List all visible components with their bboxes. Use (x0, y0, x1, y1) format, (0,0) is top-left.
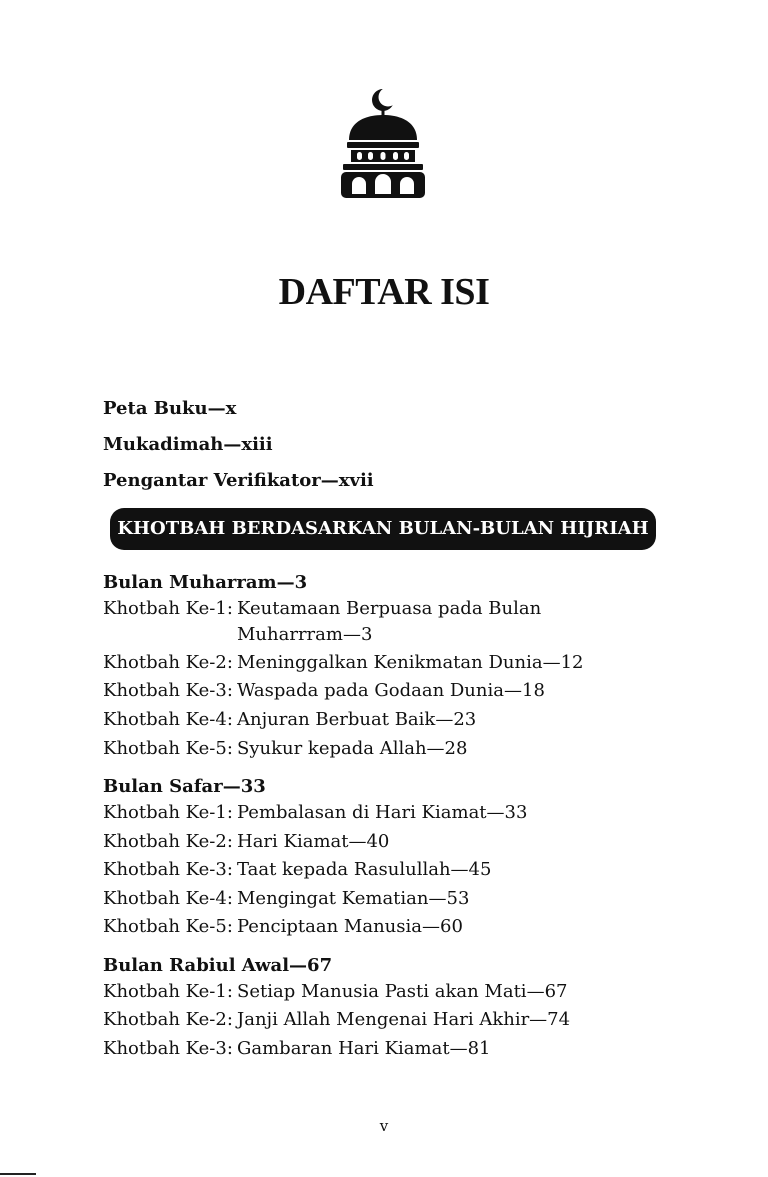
section-banner: KHOTBAH BERDASARKAN BULAN-BULAN HIJRIAH (110, 508, 656, 550)
mosque-icon (339, 88, 427, 200)
entry-title: Hari Kiamat—40 (237, 831, 390, 852)
toc-prelim-item: Pengantar Verifikator—xvii (103, 470, 374, 491)
page-title: DAFTAR ISI (278, 271, 490, 313)
entry-title: Meninggalkan Kenikmatan Dunia—12 (237, 652, 584, 673)
entry-title: Taat kepada Rasulullah—45 (237, 859, 492, 880)
toc-entry (103, 914, 463, 940)
entry-title: Keutamaan Berpuasa pada Bulan Muharrram—3 (237, 598, 542, 645)
entry-title: Mengingat Kematian—53 (237, 888, 470, 909)
toc-entry (103, 979, 567, 1005)
entry-number: Khotbah Ke-4: (103, 709, 233, 730)
entry-title: Janji Allah Mengenai Hari Akhir—74 (237, 1009, 571, 1030)
entry-number: Khotbah Ke-5: (103, 738, 233, 759)
month-heading: Bulan Safar—33 (103, 776, 266, 797)
toc-entry (103, 678, 545, 704)
entry-title: Waspada pada Godaan Dunia—18 (237, 680, 545, 701)
entry-number: Khotbah Ke-3: (103, 1038, 233, 1059)
toc-entry (103, 800, 527, 826)
entry-number: Khotbah Ke-3: (103, 680, 233, 701)
toc-entry (103, 829, 389, 855)
toc-entry (103, 707, 476, 733)
entry-number: Khotbah Ke-3: (103, 859, 233, 880)
entry-number: Khotbah Ke-1: (103, 598, 233, 619)
toc-prelim-item: Peta Buku—x (103, 398, 237, 419)
toc-entry (103, 650, 583, 676)
entry-title: Setiap Manusia Pasti akan Mati—67 (237, 981, 568, 1002)
toc-entry (103, 736, 467, 762)
entry-number: Khotbah Ke-2: (103, 831, 233, 852)
toc-entry (103, 1007, 570, 1033)
entry-title: Syukur kepada Allah—28 (237, 738, 468, 759)
entry-title: Gambaran Hari Kiamat—81 (237, 1038, 491, 1059)
entry-title: Penciptaan Manusia—60 (237, 916, 463, 937)
entry-number: Khotbah Ke-1: (103, 802, 233, 823)
toc-entry (103, 596, 541, 648)
month-heading: Bulan Muharram—3 (103, 572, 308, 593)
entry-number: Khotbah Ke-5: (103, 916, 233, 937)
entry-number: Khotbah Ke-1: (103, 981, 233, 1002)
page-number: v (379, 1117, 389, 1135)
crop-mark (0, 1173, 36, 1175)
toc-prelim-item: Mukadimah—xiii (103, 434, 273, 455)
entry-number: Khotbah Ke-2: (103, 652, 233, 673)
toc-entry (103, 1036, 490, 1062)
toc-entry (103, 886, 469, 912)
entry-number: Khotbah Ke-4: (103, 888, 233, 909)
toc-entry (103, 857, 491, 883)
entry-title: Pembalasan di Hari Kiamat—33 (237, 802, 528, 823)
entry-title: Anjuran Berbuat Baik—23 (237, 709, 477, 730)
month-heading: Bulan Rabiul Awal—67 (103, 955, 333, 976)
entry-number: Khotbah Ke-2: (103, 1009, 233, 1030)
